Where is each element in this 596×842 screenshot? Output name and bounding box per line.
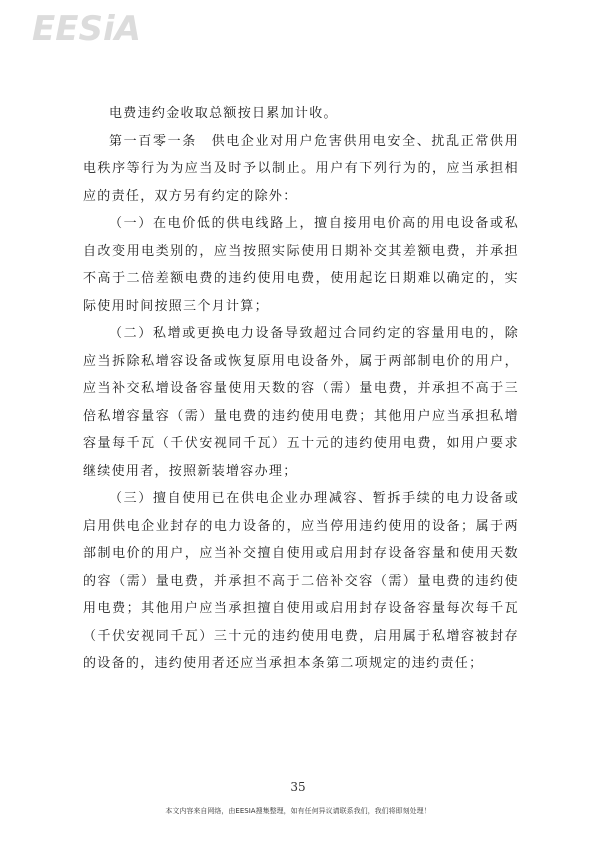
paragraph-item-2: （二）私增或更换电力设备导致超过合同约定的容量用电的，除应当拆除私增容设备或恢复原用电设备外，属于两部制电价的用户，应当补交私增设备容量使用天数的容（需）量电费，并承担不高于三倍私增容量容（需）量电费的违约使用电费；其他用户应当承担私增容量每千瓦（千伏安视同千瓦）五十元的违约使用电费，如用户要求继续使用者，按照新装增容办理； <box>83 326 519 479</box>
footer-disclaimer: 本文内容来自网络，由EESIA搜集整理，如有任何异议请联系我们，我们将即刻处理！ <box>165 807 431 815</box>
paragraph-item-1: （一）在电价低的供电线路上，擅自接用电价高的用电设备或私自改变用电类别的，应当按照实际使用日期补交其差额电费，并承担不高于二倍差额电费的违约使用电费，使用起讫日期难以确定的，实际使用时间按照三个月计算； <box>83 216 519 314</box>
paragraph-item-3: （三）擅自使用已在供电企业办理减容、暂拆手续的电力设备或启用供电企业封存的电力设备的，应当停用违约使用的设备；属于两部制电价的用户，应当补交擅自使用或启用封存设备容量和使用天数的容（需）量电费，并承担不高于二倍补交容（需）量电费的违约使用电费；其他用户应当承担擅自使用或启用封存设备容量每次每千瓦（千伏安视同千瓦）三十元的违约使用电费，启用属于私增容被封存的设备的，违约使用者还应当承担本条第二项规定的违约责任； <box>83 491 519 671</box>
page-number: 35 <box>290 780 306 794</box>
paragraph-article-101: 第一百零一条 供电企业对用户危害供用电安全、扰乱正常供用电秩序等行为为应当及时予以制止。用户有下列行为的，应当承担相应的责任，双方另有约定的除外： <box>83 133 519 204</box>
eesia-logo: EESiA <box>32 9 141 49</box>
paragraph-fee-accrual: 电费违约金收取总额按日累加计收。 <box>109 106 338 121</box>
document-body <box>83 100 519 678</box>
